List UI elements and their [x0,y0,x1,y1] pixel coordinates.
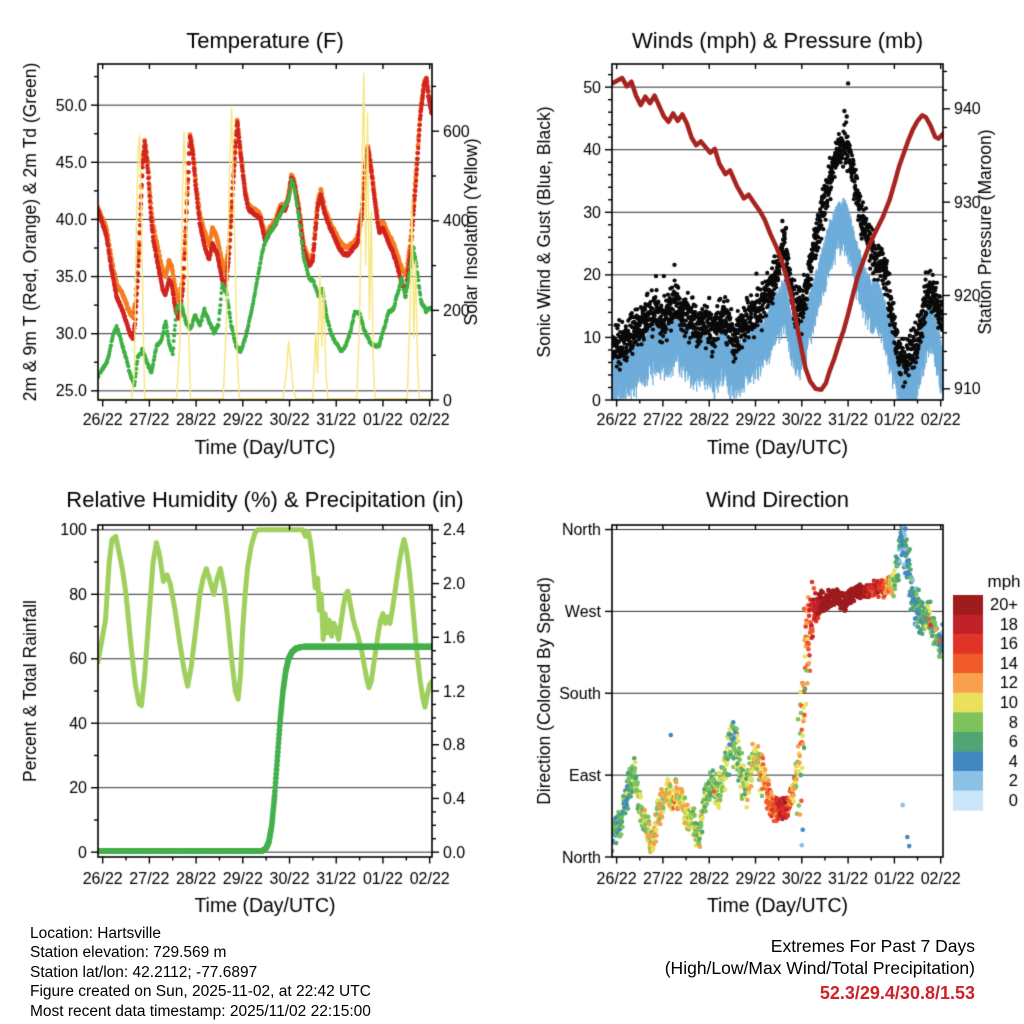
extremes-title: Extremes For Past 7 Days [770,936,975,956]
temperature-chart [0,0,512,470]
extremes-values: 52.3/29.4/30.8/1.53 [819,983,975,1003]
humidity-precipitation-chart [0,470,512,935]
station-elevation: Station elevation: 729.569 m [30,944,227,962]
wind-direction-chart [512,470,1024,935]
station-info-footer [30,924,371,1021]
figure-created-timestamp: Figure created on Sun, 2025-11-02, at 22:42 UTC [30,983,371,1001]
station-latlon: Station lat/lon: 42.2112; -77.6897 [30,963,258,981]
extremes-summary [665,936,975,1004]
winds-pressure-chart [512,0,1024,470]
station-location: Location: Hartsville [30,925,161,942]
extremes-subtitle: (High/Low/Max Wind/Total Precipitation) [664,957,975,978]
most-recent-data-timestamp: Most recent data timestamp: 2025/11/02 22:15:00 [30,1002,371,1020]
